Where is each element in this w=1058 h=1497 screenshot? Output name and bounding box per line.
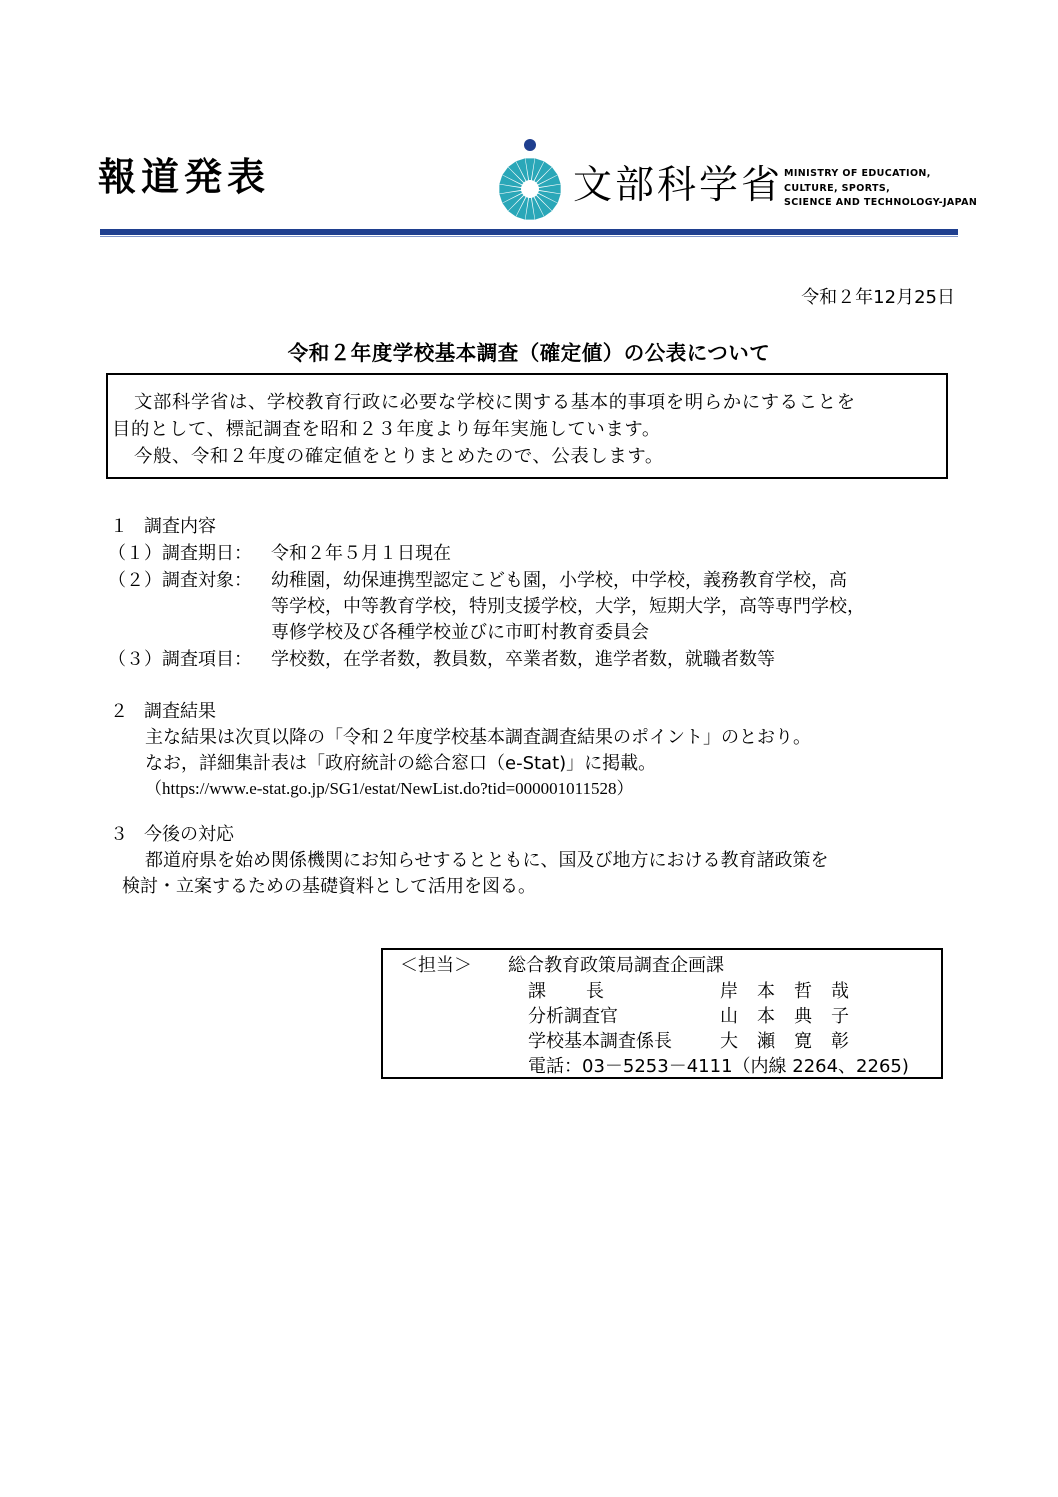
ministry-en-line-1: MINISTRY OF EDUCATION, — [784, 168, 931, 179]
mext-logo-icon — [497, 137, 563, 223]
results-line-1: 主な結果は次頁以降の「令和２年度学校基本調査調査結果のポイント」のとおり。 — [145, 727, 811, 748]
results-line-2: なお，詳細集計表は「政府統計の総合窓口（e-Stat)」に掲載。 — [145, 753, 657, 774]
contact-role-3: 学校基本調査係長 — [528, 1031, 672, 1052]
document-title: 令和２年度学校基本調査（確定値）の公表について — [287, 341, 771, 365]
contact-name-3: 大瀬寛彰 — [720, 1031, 868, 1052]
section-3-number: ３ — [110, 824, 128, 845]
ministry-en-line-2: CULTURE, SPORTS, — [784, 182, 891, 194]
survey-target-label: （２）調査対象： — [108, 570, 252, 591]
header-divider — [100, 229, 958, 235]
section-1-number: １ — [110, 516, 128, 537]
summary-line-3: 今般、令和２年度の確定値をとりまとめたので、公表します。 — [134, 446, 664, 467]
contact-department: 総合教育政策局調査企画課 — [508, 955, 724, 976]
survey-target-line-2: 等学校，中等教育学校，特別支援学校，大学，短期大学，高等専門学校， — [271, 596, 865, 617]
survey-items-label: （３）調査項目： — [108, 649, 252, 670]
followup-line-2: 検討・立案するための基礎資料として活用を図る。 — [122, 876, 536, 897]
release-date: 令和２年12月25日 — [801, 287, 955, 308]
followup-line-1: 都道府県を始め関係機関にお知らせするとともに、国及び地方における教育諸政策を — [145, 850, 829, 871]
section-2-number: ２ — [110, 701, 128, 722]
survey-target-line-3: 専修学校及び各種学校並びに市町村教育委員会 — [271, 622, 649, 643]
summary-line-1: 文部科学省は、学校教育行政に必要な学校に関する基本的事項を明らかにすることを — [134, 392, 856, 413]
contact-role-1: 課長 — [528, 981, 644, 1002]
summary-box — [106, 373, 948, 479]
survey-target-line-1: 幼稚園，幼保連携型認定こども園，小学校，中学校，義務教育学校，高 — [271, 570, 847, 591]
survey-date-value: 令和２年５月１日現在 — [271, 543, 451, 564]
contact-phone: 電話：03－5253－4111（内線 2264、2265) — [528, 1056, 909, 1077]
summary-line-2: 目的として、標記調査を昭和２３年度より毎年実施しています。 — [112, 419, 661, 440]
ministry-en-line-3: SCIENCE AND TECHNOLOGY-JAPAN — [784, 197, 978, 208]
survey-date-label: （１）調査期日： — [108, 543, 252, 564]
press-release-heading: 報道発表 — [98, 155, 271, 199]
contact-name-1: 岸本哲哉 — [720, 981, 868, 1002]
ministry-english-name — [784, 167, 977, 211]
section-2-heading: 調査結果 — [144, 701, 216, 722]
section-3-heading: 今後の対応 — [144, 824, 234, 845]
ministry-name: 文部科学省 — [573, 163, 784, 208]
survey-items-value: 学校数，在学者数，教員数，卒業者数，進学者数，就職者数等 — [271, 649, 775, 670]
header-divider-thin — [100, 236, 958, 237]
section-1-heading: 調査内容 — [144, 516, 216, 537]
contact-name-2: 山本典子 — [720, 1006, 868, 1027]
contact-role-2: 分析調査官 — [528, 1006, 618, 1027]
contact-label: ＜担当＞ — [400, 955, 472, 976]
contact-box — [381, 948, 943, 1079]
estat-url-link[interactable]: （https://www.e-stat.go.jp/SG1/estat/NewList.do?tid=000001011528） — [145, 779, 634, 798]
